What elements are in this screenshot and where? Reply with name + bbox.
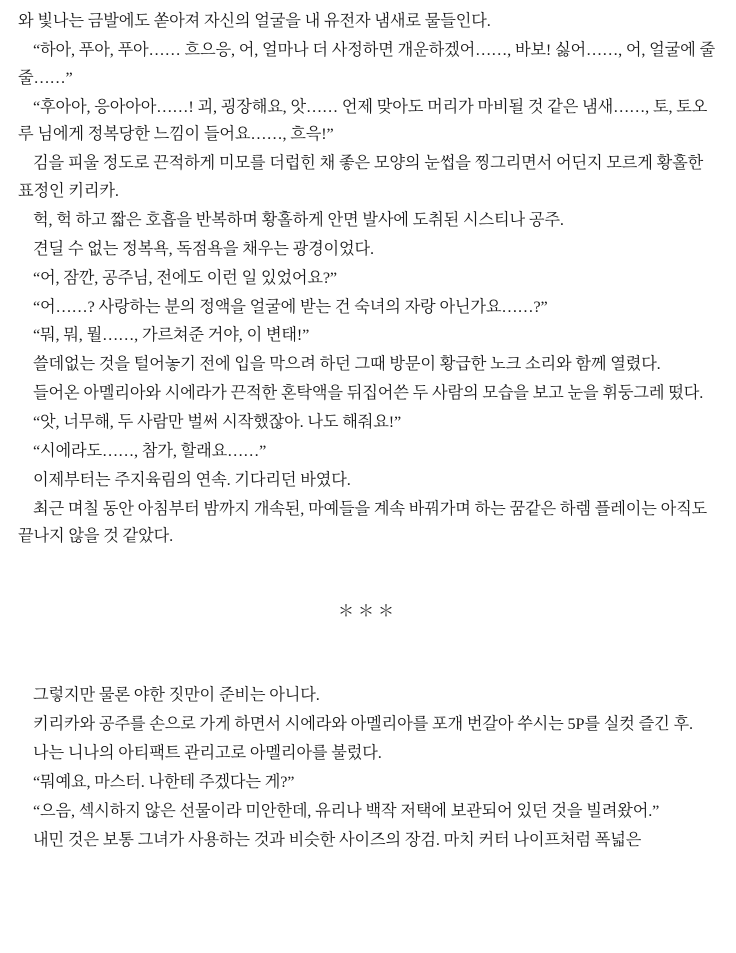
- section-divider: ＊＊＊: [337, 603, 398, 621]
- paragraph: 들어온 아멜리아와 시에라가 끈적한 혼탁액을 뒤집어쓴 두 사람의 모습을 보고 눈을 휘둥그레 떴다.: [33, 384, 704, 403]
- vertical-spacer: [18, 620, 718, 682]
- paragraph: “뭐예요, 마스터. 나한테 주겠다는 게?”: [33, 772, 295, 791]
- paragraph: “으음, 섹시하지 않은 선물이라 미안한데, 유리나 백작 저택에 보관되어 있던 것을 빌려왔어.”: [33, 801, 660, 820]
- paragraph: “하아, 푸아, 푸아…… 흐으응, 어, 얼마나 더 사정하면 개운하겠어……, 바보! 싫어……, 어, 얼굴에 줄줄……”: [18, 40, 716, 87]
- vertical-spacer: [18, 552, 718, 604]
- paragraph: “어……? 사랑하는 분의 정액을 얼굴에 받는 건 숙녀의 자랑 아닌가요……?”: [33, 297, 548, 316]
- paragraph: “어, 잠깐, 공주님, 전에도 이런 일 있었어요?”: [33, 268, 337, 287]
- paragraph: 헉, 헉 하고 짧은 호흡을 반복하며 황홀하게 안면 발사에 도취된 시스티나 공주.: [33, 211, 564, 230]
- paragraph: 그렇지만 물론 야한 짓만이 준비는 아니다.: [33, 686, 320, 705]
- paragraph: “시에라도……, 참가, 할래요……”: [33, 441, 267, 460]
- paragraph: 와 빛나는 금발에도 쏟아져 자신의 얼굴을 내 유전자 냄새로 물들인다.: [18, 12, 491, 30]
- paragraph: 나는 니나의 아티팩트 관리고로 아멜리아를 불렀다.: [33, 744, 382, 763]
- paragraph: 최근 며칠 동안 아침부터 밤까지 개속된, 마예들을 계속 바꿔가며 하는 꿈같은 하렘 플레이는 아직도 끝나지 않을 것 같았다.: [18, 499, 708, 546]
- paragraph: “앗, 너무해, 두 사람만 벌써 시작했잖아. 나도 해줘요!”: [33, 413, 402, 432]
- paragraph: 내민 것은 보통 그녀가 사용하는 것과 비슷한 사이즈의 장검. 마치 커터 나이프처럼 폭넓은: [33, 830, 642, 849]
- paragraph: 견딜 수 없는 정복욕, 독점욕을 채우는 광경이었다.: [33, 239, 374, 258]
- paragraph: 쓸데없는 것을 털어놓기 전에 입을 막으려 하던 그때 방문이 황급한 노크 소리와 함께 열렸다.: [33, 355, 661, 374]
- document-body: [18, 8, 718, 854]
- paragraph: “뭐, 뭐, 뭘……, 가르쳐준 거야, 이 변태!”: [33, 326, 310, 345]
- paragraph: 이제부터는 주지육림의 연속. 기다리던 바였다.: [33, 470, 351, 489]
- paragraph: “후아아, 응아아아……! 괴, 굉장해요, 앗…… 언제 맞아도 머리가 마비될 것 같은 냄새……, 토, 토오루 님에게 정복당한 느낌이 들어요……, 흐윽!”: [18, 97, 708, 144]
- paragraph: 김을 피울 정도로 끈적하게 미모를 더럽힌 채 좋은 모양의 눈썹을 찡그리면서 어딘지 모르게 황홀한 표정인 키리카.: [18, 154, 704, 201]
- paragraph: 키리카와 공주를 손으로 가게 하면서 시에라와 아멜리아를 포개 번갈아 쑤시는 5P를 실컷 즐긴 후.: [33, 715, 693, 734]
